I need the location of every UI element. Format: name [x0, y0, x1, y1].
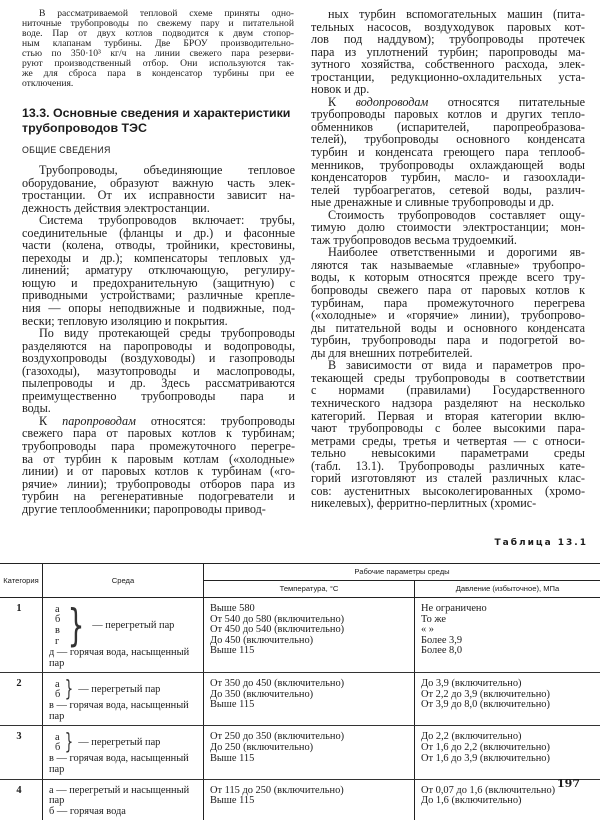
- category-cell: 4: [0, 779, 43, 820]
- categories-table: [0, 563, 600, 820]
- text-line: новок и др.: [311, 83, 585, 96]
- temperature-value: Выше 115: [210, 646, 410, 657]
- temperature-value: Выше 115: [210, 700, 410, 711]
- text-line: преимущественно трубопроводы пара и: [22, 390, 295, 403]
- text-line: турбин и конденсата греющего пара теплооб-: [311, 146, 585, 159]
- brace-letter: а: [55, 680, 60, 691]
- text-line: ляются так называемые «главные» трубопро-: [311, 259, 585, 272]
- brace-letter: а: [55, 605, 60, 616]
- section-heading-line: трубопроводов ТЭС: [22, 121, 302, 136]
- pressure-value: « »: [421, 625, 596, 636]
- paragraph: [311, 8, 585, 96]
- brace-symbol: }: [68, 604, 85, 648]
- intro-paragraph: [22, 9, 294, 89]
- medium-line: а — перегретый и насыщенный пар: [49, 786, 199, 807]
- text-line: части (колена, отводы, тройники, крестовины,: [22, 239, 295, 252]
- table-row: [0, 779, 600, 820]
- text-line: Трубопроводы, объединяющие тепловое: [22, 164, 295, 177]
- header-pressure: Давление (избыточное), МПа: [415, 581, 600, 598]
- pressure-cell: [415, 726, 600, 779]
- medium-line: б — горячая вода: [49, 807, 199, 818]
- temperature-value: До 350 (включительно): [210, 690, 410, 701]
- right-column: [311, 8, 585, 510]
- text-line: тельных насосов, воздуходувок паровых кот-: [311, 21, 585, 34]
- temperature-value: Выше 115: [210, 754, 410, 765]
- text-line: ющую и предохранительную (защитную) с: [22, 277, 295, 290]
- paragraph: [22, 164, 295, 214]
- text-line: По виду протекающей среды трубопроводы: [22, 327, 295, 340]
- text-line: (газоходы), мазутопроводы и маслопроводы,: [22, 365, 295, 378]
- text-line: воды, к которым относятся прежде всего тру-: [311, 271, 585, 284]
- text-line: ные дренажные и сливные трубопроводы и др.: [311, 196, 585, 209]
- text-line: сов: аустенитных высоколегированных (хромо-: [311, 485, 585, 498]
- text-line: В зависимости от вида и параметров про-: [311, 359, 585, 372]
- medium-cell: [43, 779, 204, 820]
- medium-cell: [43, 598, 204, 673]
- section-heading-line: 13.3. Основные сведения и характеристики: [22, 106, 302, 121]
- pressure-value: От 0,07 до 1,6 (включительно): [421, 786, 596, 797]
- temperature-value: Выше 580: [210, 604, 410, 615]
- paragraph: [311, 359, 585, 510]
- text-line: («холодные» и «горячие» линии), трубопрово-: [311, 309, 585, 322]
- text-line: воды.: [22, 402, 295, 415]
- brace-letters: [49, 733, 60, 754]
- text-line: отключения.: [22, 79, 294, 89]
- text-line: таж трубопроводов весьма трудоемкий.: [311, 234, 585, 247]
- text-line: ния — опоры неподвижные и подвижные, под-: [22, 302, 295, 315]
- text-line: ных турбин вспомогательных машин (пита-: [311, 8, 585, 21]
- table-title: Таблица 13.1: [495, 538, 588, 548]
- page-number: 197: [557, 777, 580, 790]
- text-line: обменников (испарителей, паропреобразова-: [311, 121, 585, 134]
- medium-line: д — горячая вода, насыщенный пар: [49, 648, 199, 669]
- text-line: горий изготовляют из сталей различных клас-: [311, 472, 585, 485]
- medium-line: в — горячая вода, насыщенный пар: [49, 701, 199, 722]
- left-text-stack: [22, 9, 295, 515]
- text-line: телей турбоагрегатов, сетевой воды, различ-: [311, 184, 585, 197]
- text-segment: относятся питательные: [428, 95, 585, 109]
- pressure-value: От 2,2 до 3,9 (включительно): [421, 690, 596, 701]
- text-line: ва от турбин к паровым котлам («холодные»: [22, 453, 295, 466]
- text-line: линений; арматуру отключающую, регулиру-: [22, 264, 295, 277]
- pressure-value: От 1,6 до 2,2 (включительно): [421, 743, 596, 754]
- category-cell: 1: [0, 598, 43, 673]
- temperature-cell: [204, 779, 415, 820]
- pressure-value: Не ограничено: [421, 604, 596, 615]
- text-line: телей), трубопроводы основного конденсата: [311, 133, 585, 146]
- category-cell: 3: [0, 726, 43, 779]
- pressure-value: До 2,2 (включительно): [421, 732, 596, 743]
- text-line: же для сброса пара в конденсатор турбины при ее: [22, 69, 294, 79]
- text-line: технического надзора разделяют на несколько: [311, 397, 585, 410]
- left-column: [22, 164, 295, 515]
- pressure-value: То же: [421, 615, 596, 626]
- text-line: Наиболее ответственными и дорогими яв-: [311, 246, 585, 259]
- header-temperature: Температура, °С: [204, 581, 415, 598]
- pressure-value: До 3,9 (включительно): [421, 679, 596, 690]
- brace-letter: в: [55, 626, 60, 637]
- paragraph: [22, 415, 295, 515]
- pressure-cell: [415, 598, 600, 673]
- text-line: (табл. 13.1). Трубопроводы различных кате-: [311, 460, 585, 473]
- table-row: [0, 598, 600, 673]
- paragraph: [311, 96, 585, 209]
- text-line: зутного хозяйства, собственного расхода, элек-: [311, 58, 585, 71]
- text-line: тимую долю стоимости электростанции; мон-: [311, 221, 585, 234]
- brace-letter: б: [55, 743, 60, 754]
- text-line: трубопроводы паровых котлов и других тепло-: [311, 108, 585, 121]
- text-line: рячие» линии); трубопроводы отборов пара из: [22, 478, 295, 491]
- paragraph: [22, 327, 295, 415]
- paragraph: [22, 214, 295, 327]
- temperature-value: От 250 до 350 (включительно): [210, 732, 410, 743]
- text-line: тростанции, редукционно-охладительных уста-: [311, 71, 585, 84]
- emphasized-term: паропроводам: [62, 414, 136, 428]
- text-segment: относятся: трубопроводы: [136, 414, 295, 428]
- text-line: турбин, трубопроводы пара и подогретой во-: [311, 334, 585, 347]
- text-line: трубопроводы пара промежуточного перегре-: [22, 440, 295, 453]
- text-line: соединительные (фланцы и др.) и фасонные: [22, 227, 295, 240]
- temperature-value: От 350 до 450 (включительно): [210, 679, 410, 690]
- text-line: линии) и от паровых котлов к турбинам («го-: [22, 465, 295, 478]
- text-line: тростанции. От их исправности зависит на-: [22, 189, 295, 202]
- temperature-cell: [204, 726, 415, 779]
- brace-symbol: }: [65, 732, 73, 754]
- text-line: бопроводы свежего пара от паровых котлов к: [311, 284, 585, 297]
- brace-group: [49, 679, 199, 701]
- medium-line: в — горячая вода, насыщенный пар: [49, 754, 199, 775]
- pressure-value: Более 8,0: [421, 646, 596, 657]
- text-line: чают трубопроводы с более высокими пара-: [311, 422, 585, 435]
- brace-label: — перегретый пар: [92, 621, 174, 632]
- text-line: менников, трубопроводы охлаждающей воды: [311, 159, 585, 172]
- text-line: воде. Пар от двух котлов подводится к двум стопор-: [22, 29, 294, 39]
- text-line: другие теплообменники; паропроводы привод-: [22, 503, 295, 516]
- text-segment: К: [328, 95, 356, 109]
- text-line: категорий. Первая и вторая категории вклю-: [311, 410, 585, 423]
- temperature-value: От 540 до 580 (включительно): [210, 615, 410, 626]
- temperature-value: До 250 (включительно): [210, 743, 410, 754]
- text-line: тельно невысокими параметрами среды: [311, 447, 585, 460]
- section-heading: [22, 106, 302, 136]
- pressure-value: От 3,9 до 8,0 (включительно): [421, 700, 596, 711]
- text-line: лов под наддувом); трубопроводы протечек: [311, 33, 585, 46]
- text-line: В рассматриваемой тепловой схеме приняты одно-: [22, 9, 294, 19]
- text-line: вески; тепловую изоляцию и покрытия.: [22, 315, 295, 328]
- header-params: Рабочие параметры среды: [204, 564, 600, 581]
- category-cell: 2: [0, 673, 43, 726]
- text-line: Система трубопроводов включает: трубы,: [22, 214, 295, 227]
- pressure-cell: [415, 673, 600, 726]
- brace-group: [49, 732, 199, 754]
- paragraph: [311, 246, 585, 359]
- text-line: свежего пара от паровых котлов к турбинам;: [22, 427, 295, 440]
- text-line: оборудование, образуют важную часть элек-: [22, 177, 295, 190]
- text-line: ниточные трубопроводы по свежему пару и питательной: [22, 19, 294, 29]
- medium-cell: [43, 673, 204, 726]
- text-line: приводными устройствами; различные крепле-: [22, 289, 295, 302]
- text-line: никелевых), ферритно-перлитных (хромис-: [311, 497, 585, 510]
- brace-letter: а: [55, 733, 60, 744]
- text-line: Стоимость трубопроводов составляет ощу-: [311, 209, 585, 222]
- text-line: ды питательной воды и основного конденсата: [311, 322, 585, 335]
- temperature-cell: [204, 673, 415, 726]
- text-line: воздухопроводы (воздуховоды) и газопроводы: [22, 352, 295, 365]
- brace-letter: б: [55, 690, 60, 701]
- table-row: [0, 673, 600, 726]
- temperature-value: От 450 до 540 (включительно): [210, 625, 410, 636]
- text-line: руют производственный отбор. Они используются так-: [22, 59, 294, 69]
- brace-letter: б: [55, 615, 60, 626]
- brace-label: — перегретый пар: [78, 685, 160, 696]
- text-line: дежность действия электростанции.: [22, 202, 295, 215]
- temperature-value: До 450 (включительно): [210, 636, 410, 647]
- brace-letters: [49, 605, 60, 647]
- header-category: Категория: [0, 564, 43, 598]
- brace-symbol: }: [65, 679, 73, 701]
- brace-label: — перегретый пар: [78, 738, 160, 749]
- temperature-value: Выше 115: [210, 796, 410, 807]
- pressure-value: Более 3,9: [421, 636, 596, 647]
- table-row: [0, 726, 600, 779]
- text-line: стью по 350·10³ кг/ч на линии свежего пара резерви-: [22, 49, 294, 59]
- text-line: ды для внешних потребителей.: [311, 347, 585, 360]
- brace-letter: г: [55, 637, 60, 648]
- pressure-value: До 1,6 (включительно): [421, 796, 596, 807]
- subsection-heading: ОБЩИЕ СВЕДЕНИЯ: [22, 145, 295, 156]
- paragraph: [311, 209, 585, 247]
- temperature-value: От 115 до 250 (включительно): [210, 786, 410, 797]
- text-line: с нормами (правилами) Государственного: [311, 384, 585, 397]
- text-line: ным клапанам турбины. Две БРОУ производительно-: [22, 39, 294, 49]
- temperature-cell: [204, 598, 415, 673]
- brace-group: [49, 604, 199, 648]
- text-line: пылепроводы и др. Здесь рассматриваются: [22, 377, 295, 390]
- text-line: переходы и др.); компенсаторы тепловых уд-: [22, 252, 295, 265]
- medium-cell: [43, 726, 204, 779]
- text-line: турбин на регенеративные подогреватели и: [22, 490, 295, 503]
- text-line: текающей среды трубопроводы в соответствии: [311, 372, 585, 385]
- text-segment: К: [39, 414, 62, 428]
- text-line: пара из уплотнений турбин; паропроводы ма-: [311, 46, 585, 59]
- emphasized-term: водопроводам: [356, 95, 429, 109]
- pressure-value: От 1,6 до 3,9 (включительно): [421, 754, 596, 765]
- text-line: метрами среды, третья и четвертая — с относи-: [311, 435, 585, 448]
- header-medium: Среда: [43, 564, 204, 598]
- brace-letters: [49, 680, 60, 701]
- text-line: разделяются на паропроводы и водопроводы,: [22, 340, 295, 353]
- text-line: конденсаторов турбин, масло- и газоохлади-: [311, 171, 585, 184]
- text-line: турбинам, пара промежуточного перегрева: [311, 297, 585, 310]
